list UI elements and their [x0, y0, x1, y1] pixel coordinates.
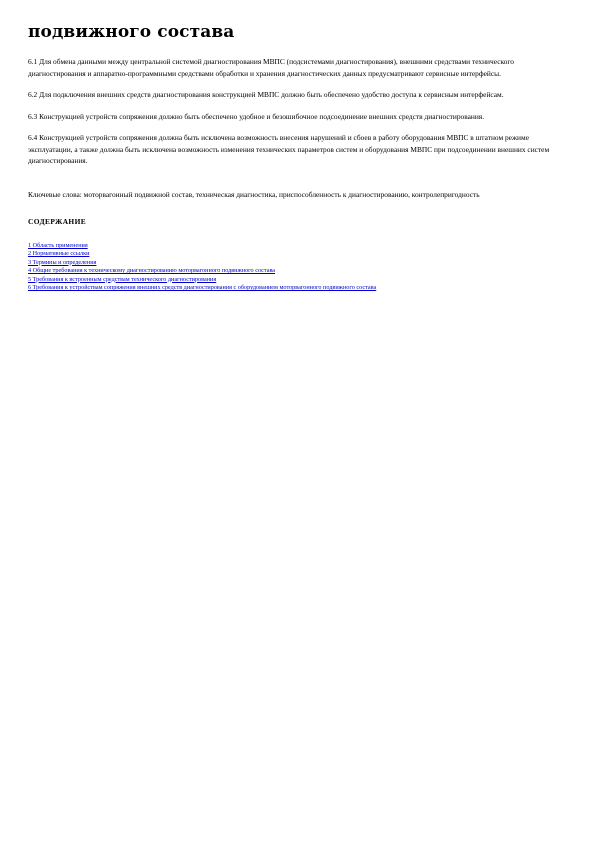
keywords: Ключевые слова: моторвагонный подвижной состав, техническая диагностика, приспособленность к диагностированию, контролепригодность [28, 189, 480, 199]
toc-link-3[interactable]: 3 Термины и определения [28, 258, 97, 266]
toc-link-1[interactable]: 1 Область применения [28, 242, 88, 249]
toc-link-2[interactable]: 2 Нормативные ссылки [28, 250, 90, 258]
toc-link-6[interactable]: 6 Требования к устройствам сопряжения внешних средств диагностирования с оборудованием моторвагонного подвижного состава [28, 284, 377, 292]
toc-item [28, 259, 567, 267]
page-title: подвижного состава [28, 22, 235, 42]
toc-item [28, 284, 567, 292]
toc-item [28, 276, 567, 284]
paragraph-6-1: 6.1 Для обмена данными между центральной системой диагностирования МВПС (подсистемами диагностирования), внешними средствами технического диагностирования и аппаратно-программными средствами обработки и хранения диагностических данных предусматривают сервисные интерфейсы. [28, 57, 514, 78]
toc-item [28, 267, 567, 275]
toc-link-4[interactable]: 4 Общие требования к техническому диагностированию моторвагонного подвижного состава [28, 267, 276, 275]
toc-item [28, 250, 567, 258]
contents-heading: СОДЕРЖАНИЕ [28, 217, 87, 226]
table-of-contents [28, 242, 567, 292]
paragraph-6-4: 6.4 Конструкцией устройств сопряжения должна быть исключена возможность внесения нарушений и сбоев в работу оборудования МВПС в штатном режиме эксплуатации, а также должна быть исключена возможность изменения технических параметров систем и оборудования МВПС при подсоединении внешних систем диагностирования. [28, 133, 550, 165]
toc-item [28, 242, 567, 250]
paragraph-6-2: 6.2 Для подключения внешних средств диагностирования конструкцией МВПС должно быть обеспечено удобство доступа к сервисным интерфейсам. [28, 90, 504, 99]
paragraph-6-3: 6.3 Конструкцией устройств сопряжения должно быть обеспечено удобное и безошибочное подсоединение внешних средств диагностирования. [28, 111, 485, 121]
toc-link-5[interactable]: 5 Требования к встроенным средствам технического диагностирования [28, 275, 217, 283]
